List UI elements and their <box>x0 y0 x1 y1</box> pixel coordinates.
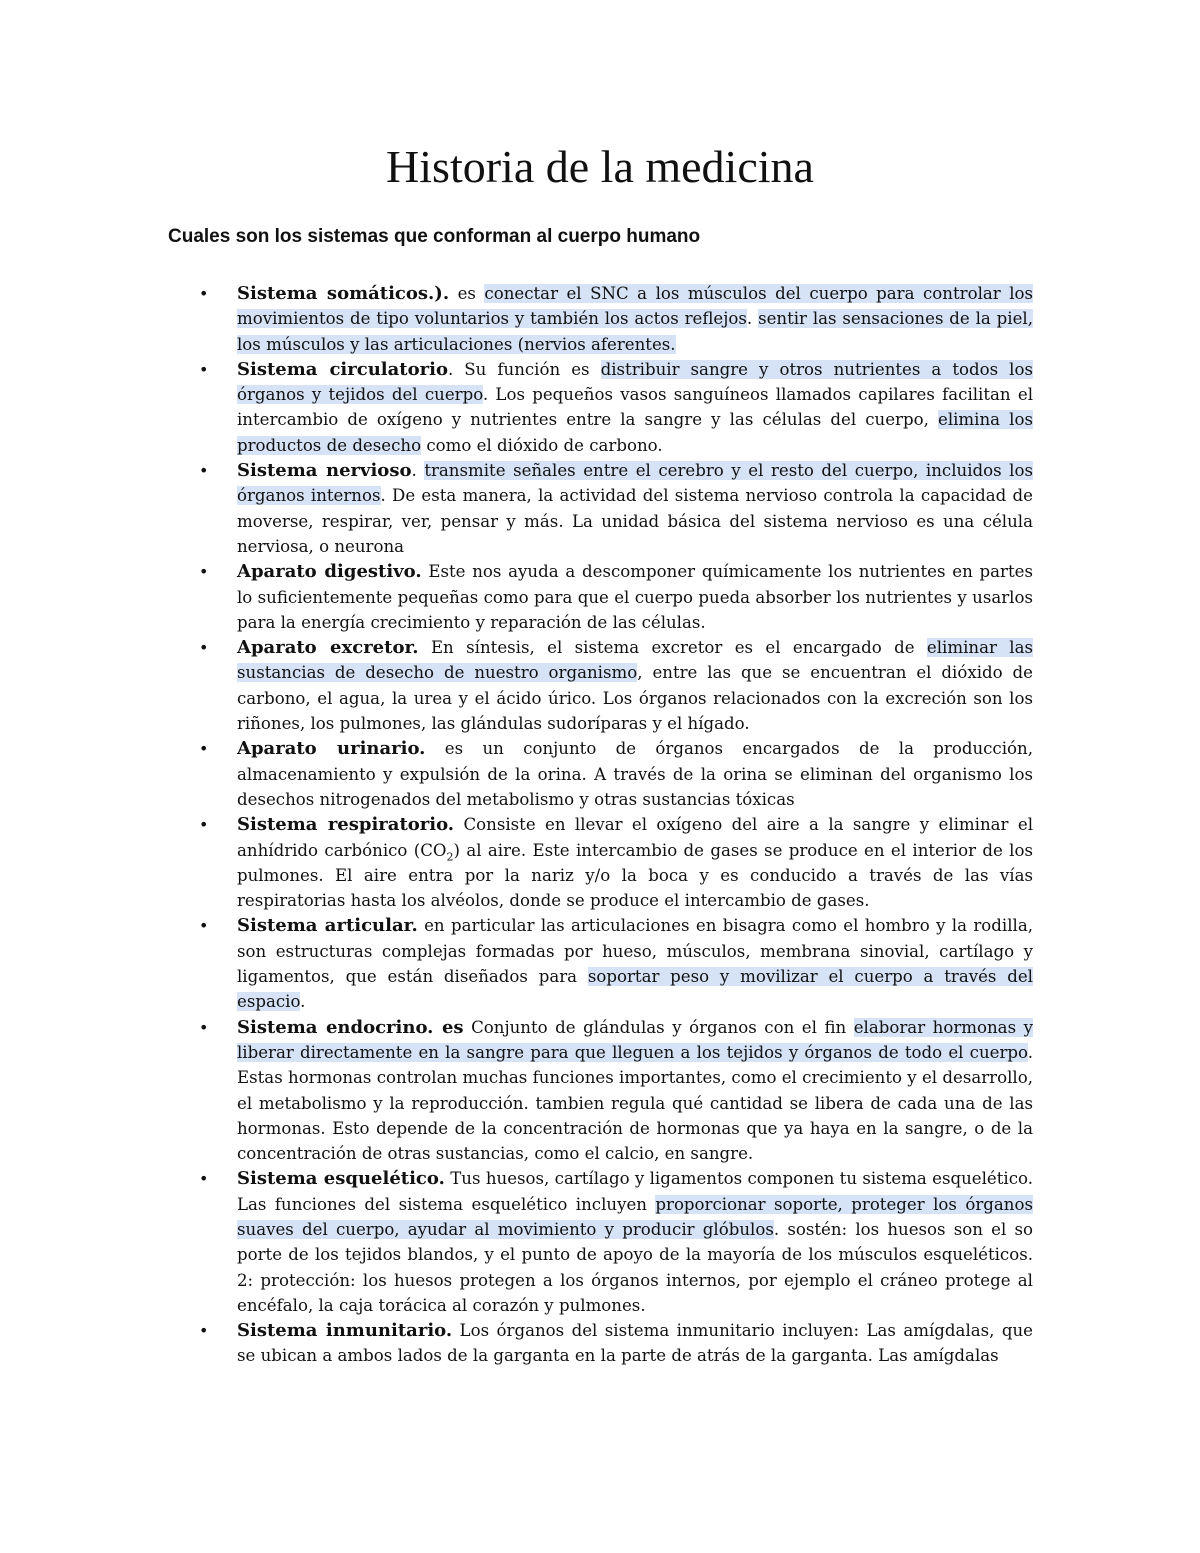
highlighted-text: soportar peso y movilizar el cuerpo a través del espacio <box>237 967 1033 1012</box>
bullet-icon: • <box>199 359 209 379</box>
list-item <box>199 559 1033 635</box>
item-term: Sistema articular. <box>237 915 418 937</box>
item-term: Sistema endocrino. es <box>237 1016 464 1038</box>
highlighted-text: proporcionar soporte, proteger los órganos suaves del cuerpo, ayudar al movimiento y producir glóbulos <box>237 1194 1033 1239</box>
highlighted-text: conectar el SNC a los músculos del cuerpo para controlar los movimientos de tipo voluntarios y también los actos reflejos <box>237 284 1034 329</box>
highlighted-text: eliminar las sustancias de desecho de nuestro organismo <box>237 638 1033 683</box>
list-item <box>199 458 1033 559</box>
item-text: , entre las que se encuentran el dióxido de carbono, el agua, la urea y el ácido úrico. Los órganos relacionados con la excreción son los riñones, los pulmones, las glándulas sudoríparas y el hígado. <box>237 663 1033 734</box>
subscript: 2 <box>446 849 454 863</box>
highlighted-text: sentir las sensaciones de la piel, los músculos y las articulaciones (nervios aferentes. <box>237 309 1033 354</box>
item-text: Conjunto de glándulas y órganos con el fin <box>463 1017 854 1037</box>
list-item <box>199 635 1033 736</box>
item-term: Aparato urinario. <box>237 738 426 760</box>
list-item <box>199 913 1033 1014</box>
list-item <box>199 281 1034 357</box>
item-text: Consiste en llevar el oxígeno del aire a la sangre y eliminar el anhídrido carbónico (CO <box>237 815 1033 860</box>
list-item <box>199 1166 1033 1318</box>
item-term: Sistema nervioso <box>237 460 412 482</box>
bullet-icon: • <box>199 562 209 582</box>
item-text: En síntesis, el sistema excretor es el encargado de <box>418 638 927 658</box>
bullet-icon: • <box>199 1169 209 1189</box>
item-text: . Su función es <box>447 359 601 379</box>
item-term: Aparato digestivo. <box>237 561 422 583</box>
list-item <box>199 357 1033 458</box>
item-text: ) al aire. Este intercambio de gases se produce en el interior de los pulmones. El aire entra por la nariz y/o la boca y es conducido a través de las vías respiratorias hasta los alvéolos, donde se produce el intercambio de gases. <box>237 840 1033 911</box>
item-term: Sistema circulatorio <box>237 358 448 380</box>
item-term: Aparato excretor. <box>237 637 419 659</box>
list-item <box>199 812 1033 913</box>
item-text: Los órganos del sistema inmunitario incluyen: Las amígdalas, que se ubican a ambos lados de la garganta en la parte de atrás de la garganta. Las amígdalas <box>237 1321 1033 1366</box>
highlighted-text: elimina los productos de desecho <box>237 410 1033 455</box>
item-term: Sistema inmunitario. <box>237 1320 453 1342</box>
list-item <box>199 736 1033 812</box>
bullet-icon: • <box>199 815 209 835</box>
item-term: Sistema esquelético. <box>237 1168 445 1190</box>
document-title: Historia de la medicina <box>386 141 814 192</box>
document-subtitle: Cuales son los sistemas que conforman al cuerpo humano <box>168 226 701 247</box>
bullet-icon: • <box>199 638 209 658</box>
bullet-icon: • <box>199 916 209 936</box>
highlighted-text: transmite señales entre el cerebro y el resto del cuerpo, incluidos los órganos internos <box>237 461 1033 506</box>
item-text: . Los pequeños vasos sanguíneos llamados capilares facilitan el intercambio de oxígeno y nutrientes entre la sangre y las células del cuerpo, <box>237 385 1033 430</box>
item-term: Sistema somáticos.). <box>237 283 450 304</box>
item-text: es un conjunto de órganos encargados de la producción, almacenamiento y expulsión de la orina. A través de la orina se eliminan del organismo los desechos nitrogenados del metabolismo y otras sustancias tóxicas <box>237 739 1033 809</box>
item-text: . <box>746 309 759 329</box>
highlighted-text: distribuir sangre y otros nutrientes a todos los órganos y tejidos del cuerpo <box>237 359 1033 405</box>
bullet-icon: • <box>199 461 209 481</box>
item-text: en particular las articulaciones en bisagra como el hombro y la rodilla, son estructuras complejas formadas por hueso, músculos, membrana sinovial, cartílago y ligamentos, que están diseñados para <box>237 916 1033 987</box>
list-item <box>199 1318 1033 1369</box>
item-text: es <box>449 284 485 303</box>
bullet-icon: • <box>199 1017 209 1037</box>
item-text: Este nos ayuda a descomponer químicamente los nutrientes en partes lo suficientemente pequeñas como para que el cuerpo pueda absorber los nutrientes y usarlos para la energía crecimiento y reparación de las células. <box>237 562 1033 632</box>
item-text: . <box>411 461 425 481</box>
item-text: . <box>300 992 306 1012</box>
item-text: . De esta manera, la actividad del sistema nervioso controla la capacidad de moverse, respirar, ver, pensar y más. La unidad básica del sistema nervioso es una célula nerviosa, o neurona <box>237 486 1033 556</box>
bullet-icon: • <box>199 284 209 303</box>
bullet-icon: • <box>199 1321 209 1341</box>
item-text: . sostén: los huesos son el so porte de los tejidos blandos, y el punto de apoyo de la mayoría de los músculos esqueléticos. 2: protección: los huesos protegen a los órganos internos, por ejemplo el cráneo protege al encéfalo, la caja torácica al corazón y pulmones. <box>237 1219 1033 1315</box>
item-text: . Estas hormonas controlan muchas funciones importantes, como el crecimiento y el desarrollo, el metabolismo y la reproducción. tambien regula qué cantidad se libera de cada una de las hormonas. Esto depende de la concentración de hormonas que ya haya en la sangre, o de la concentración de otras sustancias, como el calcio, en sangre. <box>237 1042 1033 1164</box>
item-text: Tus huesos, cartílago y ligamentos componen tu sistema esquelético. Las funciones del sistema esquelético incluyen <box>237 1169 1033 1214</box>
list-item <box>199 1015 1033 1167</box>
item-text: como el dióxido de carbono. <box>421 435 663 455</box>
item-term: Sistema respiratorio. <box>237 814 455 836</box>
systems-list <box>199 281 1034 1369</box>
highlighted-text: elaborar hormonas y liberar directamente en la sangre para que lleguen a los tejidos y órganos de todo el cuerpo <box>237 1017 1033 1062</box>
bullet-icon: • <box>199 739 209 759</box>
